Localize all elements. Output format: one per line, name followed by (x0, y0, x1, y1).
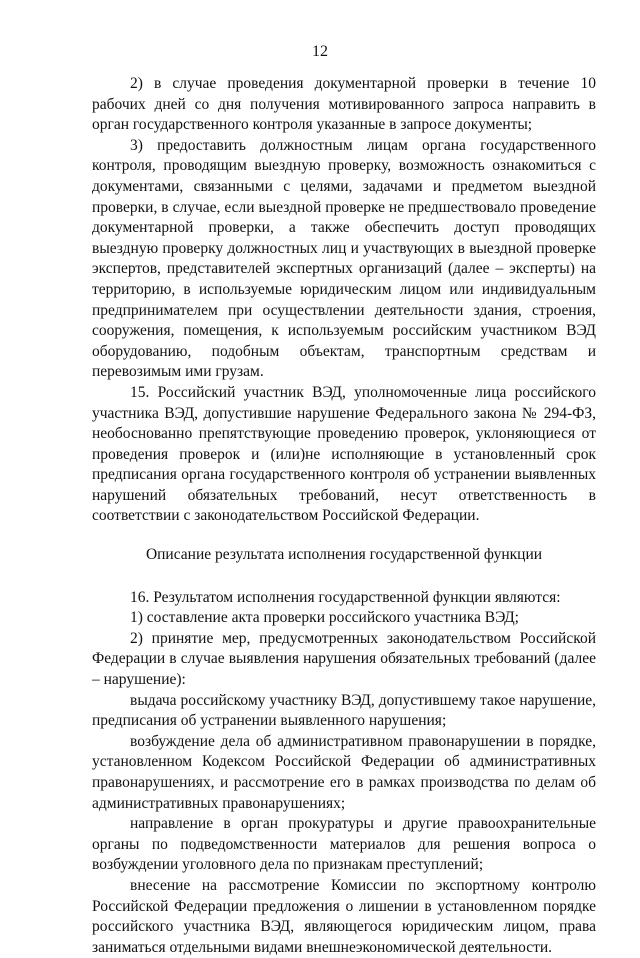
paragraph-result-2: 2) принятие мер, предусмотренных законодательством Российской Федерации в случае выявления нарушения обязательных требований (далее – нарушение): (92, 629, 596, 689)
paragraph-item-2: 2) в случае проведения документарной проверки в течение 10 рабочих дней со дня получения мотивированного запроса направить в орган государственного контроля указанные в запросе документы; (92, 75, 596, 134)
section-heading: Описание результата исполнения государственной функции (145, 546, 543, 564)
document-body (92, 74, 596, 958)
paragraph-measure-order: выдача российскому участнику ВЭД, допустившему такое нарушение, предписания об устранении выявленного нарушения; (92, 691, 596, 730)
page-number: 12 (312, 43, 328, 60)
paragraph-clause-16: 16. Результатом исполнения государственной функции являются: (130, 588, 561, 606)
paragraph-result-1: 1) составление акта проверки российского участника ВЭД; (130, 609, 519, 627)
paragraph-measure-administrative-case: возбуждение дела об административном правонарушении в порядке, установленном Кодексом Российской Федерации об административных правонарушениях, и рассмотрение его в рамках производства по делам об административных правонарушениях; (92, 732, 596, 812)
paragraph-measure-prosecution: направление в орган прокуратуры и другие правоохранительные органы по подведомственности материалов для решения вопроса о возбуждении уголовного дела по признакам преступлений; (92, 815, 596, 874)
paragraph-measure-commission: внесение на рассмотрение Комиссии по экспортному контролю Российской Федерации предложения о лишении в установленном порядке российского участника ВЭД, являющегося юридическим лицом, права заниматься отдельными видами внешнеэкономической деятельности. (92, 876, 596, 956)
paragraph-item-3: 3) предоставить должностным лицам органа государственного контроля, проводящим выездную проверку, возможность ознакомиться с документами, связанными с целями, задачами и предметом выездной проверки, в случае, если выездной проверке не предшествовало проведение документарной проверки, а также обеспечить доступ проводящих выездную проверку должностных лиц и участвующих в выездной проверке экспертов, представителей экспертных организаций (далее – эксперты) на территорию, в используемые юридическим лицом или индивидуальным предпринимателем при осуществлении деятельности здания, строения, сооружения, помещения, к используемым российским участником ВЭД оборудованию, подобным объектам, транспортным средствам и перевозимым ими грузам. (92, 136, 596, 381)
paragraph-clause-15: 15. Российский участник ВЭД, уполномоченные лица российского участника ВЭД, допустившие нарушение Федерального закона № 294-ФЗ, необоснованно препятствующие проведению проверок, уклоняющиеся от проведения проверок и (или)не исполняющие в установленный срок предписания органа государственного контроля об устранении выявленных нарушений обязательных требований, несут ответственность в соответствии с законодательством Российской Федерации. (92, 383, 596, 525)
